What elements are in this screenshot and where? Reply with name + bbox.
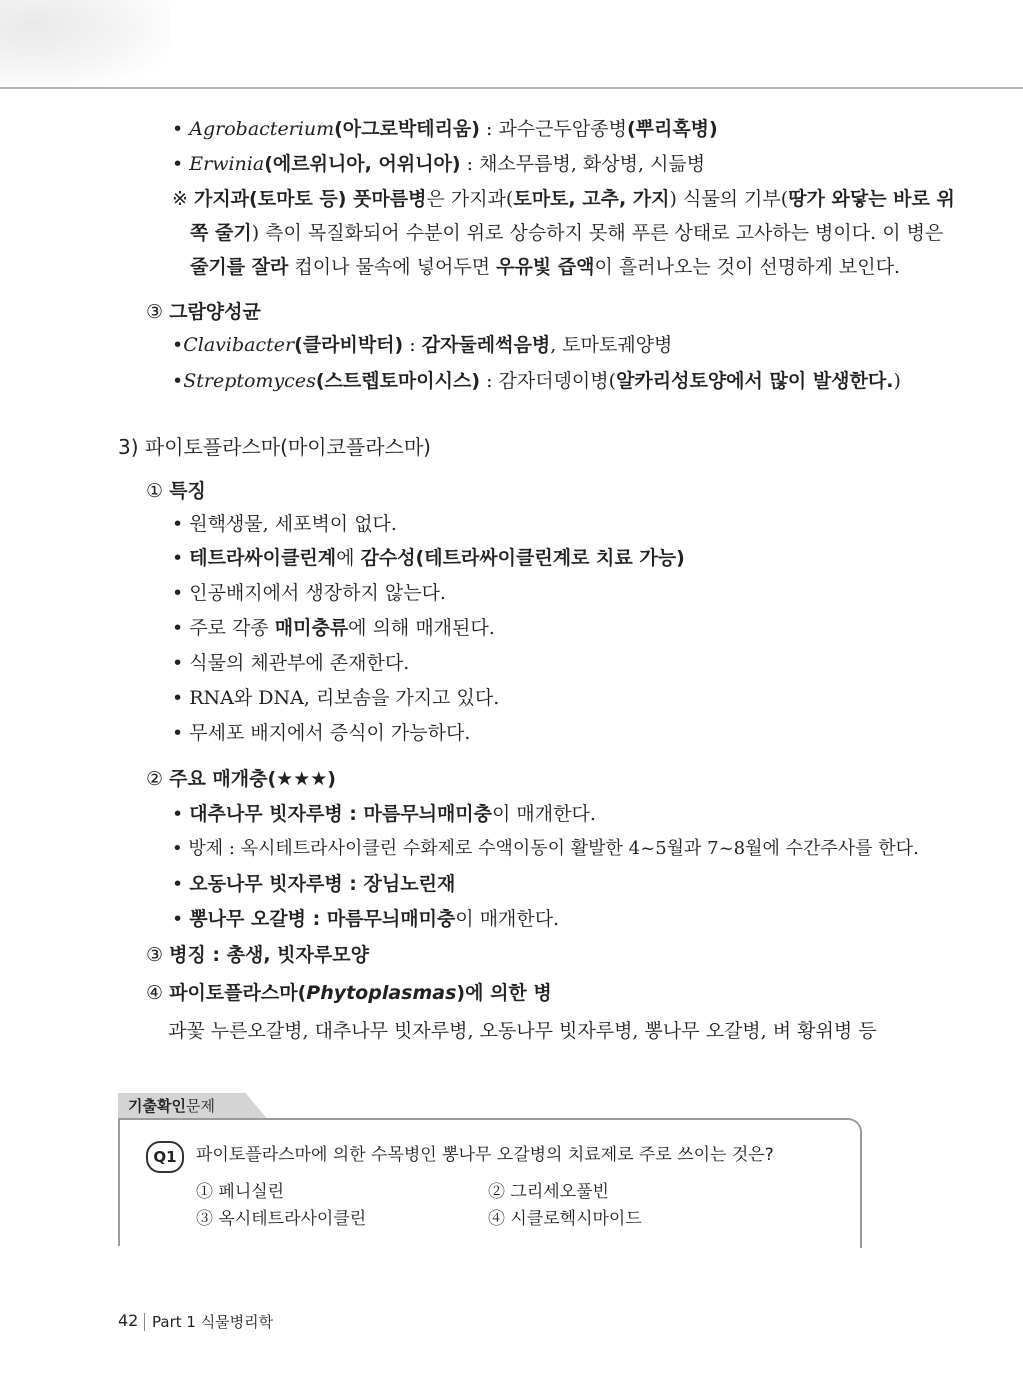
disease-text: 감자더뎅이병( [498, 370, 617, 392]
note-bold: 토마토, 고추, 가지 [513, 188, 670, 210]
question-badge: Q1 [146, 1141, 184, 1173]
exam-tab-rest: 문제 [185, 1097, 215, 1115]
note-line-3 [190, 254, 900, 280]
disease-bold: 감자둘레썩음병 [421, 334, 551, 356]
note-text: 은 가지과( [426, 188, 514, 210]
feature-text: 에 [336, 547, 361, 569]
vector-text: 이 매개한다. [455, 908, 560, 930]
note-text: ) 측이 목질화되어 수분이 위로 상승하지 못해 푸른 상태로 고사하는 병이다. 이 병은 [251, 222, 944, 244]
gram-positive-heading [146, 299, 261, 325]
note-text: 컵이나 물속에 넣어두면 [288, 256, 497, 278]
heading-text: 그람양성균 [169, 301, 261, 323]
feature-bold: 테트라싸이클린계 [189, 547, 337, 569]
option-4: ④ 시클로헥시마이드 [488, 1209, 642, 1229]
bacteria-item-agrobacterium [172, 116, 718, 142]
option-2: ② 그리세오풀빈 [488, 1182, 609, 1202]
disease-text: 채소무름병, 화상병, 시듦병 [479, 153, 706, 175]
heading-text: )에 의한 병 [456, 982, 552, 1004]
vector-item: • 대추나무 빗자루병 : 마름무늬매미충이 매개한다. [172, 803, 596, 825]
note-bold: 땅가 와닿는 바로 위 [788, 188, 955, 210]
heading-number: ① [146, 480, 164, 502]
heading-number: ③ [146, 301, 164, 323]
feature-bold: 매미충류 [274, 617, 349, 639]
feature-text: 에 의해 매개된다. [348, 617, 495, 639]
vector-item: • 뽕나무 오갈병 : 마름무늬매미충이 매개한다. [172, 908, 560, 930]
heading-text: 주요 매개충(★★★) [169, 768, 336, 790]
korean-name: (아그로박테리움) [334, 118, 480, 140]
note-bold: 가지과(토마토 등) 풋마름병 [193, 188, 427, 210]
feature-text: 무세포 배지에서 증식이 가능하다. [189, 722, 471, 744]
vectors-heading [146, 766, 336, 792]
latin-name: Streptomyces [183, 370, 316, 392]
vector-bold: 오동나무 빗자루병 : 장님노린재 [189, 873, 456, 895]
note-bold: 쪽 줄기 [190, 222, 252, 244]
bullet: • [172, 153, 184, 175]
vector-item: • 오동나무 빗자루병 : 장님노린재 [172, 873, 456, 895]
heading-number: ③ [146, 944, 164, 966]
option-3: ③ 옥시테트라사이클린 [196, 1209, 367, 1229]
page-number: 42 [118, 1311, 139, 1330]
separator: : [479, 118, 499, 140]
feature-item: • 식물의 체관부에 존재한다. [172, 652, 410, 674]
feature-text: 인공배지에서 생장하지 않는다. [189, 582, 446, 604]
disease-text: 과수근두암종병 [498, 118, 627, 140]
feature-item: • 무세포 배지에서 증식이 가능하다. [172, 722, 471, 744]
feature-item: • 주로 각종 매미충류에 의해 매개된다. [172, 617, 495, 639]
latin-name: Erwinia [189, 153, 265, 175]
disease-bold: (뿌리혹병) [626, 118, 718, 140]
heading-latin: Phytoplasmas [306, 982, 457, 1004]
symptoms-heading [146, 942, 369, 968]
vector-item: • 방제 : 옥시테트라사이클린 수화제로 수액이동이 활발한 4~5월과 7~8월에 수간주사를 한다. [172, 838, 919, 859]
disease-text: , 토마토궤양병 [550, 334, 673, 356]
latin-name: Clavibacter [183, 334, 295, 356]
feature-item: • RNA와 DNA, 리보솜을 가지고 있다. [172, 687, 500, 709]
vector-bold: 뽕나무 오갈병 : 마름무늬매미충 [189, 908, 456, 930]
diseases-list: 과꽃 누른오갈병, 대추나무 빗자루병, 오동나무 빗자루병, 뽕나무 오갈병, 벼 황위병 등 [168, 1020, 877, 1042]
exam-tab-bold: 기출확인 [128, 1097, 186, 1115]
exam-tab-label [128, 1094, 215, 1118]
disease-bold: 알카리성토양에서 많이 발생한다. [616, 370, 894, 392]
note-text: ) 식물의 기부( [669, 188, 789, 210]
bullet: • [172, 334, 184, 356]
korean-name: (스트렙토마이시스) [315, 370, 481, 392]
corner-decoration [0, 0, 170, 88]
feature-item: • 테트라싸이클린계에 감수성(테트라싸이클린계로 치료 가능) [172, 547, 685, 569]
section-title: 3) 파이토플라스마(마이코플라스마) [118, 435, 431, 459]
bacteria-item-erwinia [172, 151, 705, 177]
separator: : [403, 334, 422, 356]
footer-divider [144, 1313, 145, 1331]
diseases-heading [146, 980, 552, 1006]
gram-item-clavibacter [172, 332, 672, 358]
question-text: 파이토플라스마에 의한 수목병인 뽕나무 오갈병의 치료제로 주로 쓰이는 것은? [196, 1145, 774, 1165]
gram-item-streptomyces [172, 368, 901, 394]
feature-text: 원핵생물, 세포벽이 없다. [189, 513, 397, 535]
feature-item: • 원핵생물, 세포벽이 없다. [172, 513, 397, 535]
note-bold: 우유빛 즙액 [496, 256, 595, 278]
note-line-1 [172, 186, 955, 212]
heading-text: 파이토플라스마( [169, 982, 307, 1004]
heading-text: 특징 [169, 480, 206, 502]
heading-number: ② [146, 768, 164, 790]
note-mark: ※ [172, 188, 188, 210]
bullet: • [172, 370, 184, 392]
vector-bold: 대추나무 빗자루병 : 마름무늬매미충 [189, 803, 493, 825]
feature-text: 주로 각종 [189, 617, 275, 639]
separator: : [460, 153, 480, 175]
vector-text: 이 매개한다. [492, 803, 596, 825]
exam-box-left-border [118, 1118, 120, 1246]
heading-number: ④ [146, 982, 164, 1004]
note-bold: 줄기를 잘라 [190, 256, 289, 278]
korean-name: (에르위니아, 어위니아) [264, 153, 461, 175]
features-heading [146, 478, 206, 504]
feature-item: • 인공배지에서 생장하지 않는다. [172, 582, 446, 604]
note-text: 이 흘러나오는 것이 선명하게 보인다. [594, 256, 900, 278]
footer-part-title: Part 1 식물병리학 [152, 1313, 274, 1331]
header-rule [0, 87, 1023, 89]
option-1: ① 페니실린 [196, 1182, 285, 1202]
note-line-2 [190, 220, 943, 246]
heading-text: 병징 : 총생, 빗자루모양 [169, 944, 369, 966]
bullet: • [172, 118, 184, 140]
vector-text: 방제 : 옥시테트라사이클린 수화제로 수액이동이 활발한 4~5월과 7~8월에 수간주사를 한다. [188, 838, 919, 859]
latin-name: Agrobacterium [189, 118, 335, 140]
closing-paren: ) [893, 370, 901, 392]
separator: : [480, 370, 499, 392]
feature-text: RNA와 DNA, 리보솜을 가지고 있다. [189, 687, 500, 709]
feature-text: 식물의 체관부에 존재한다. [189, 652, 410, 674]
feature-bold: 감수성(테트라싸이클린계로 치료 가능) [360, 547, 685, 569]
korean-name: (클라비박터) [294, 334, 404, 356]
